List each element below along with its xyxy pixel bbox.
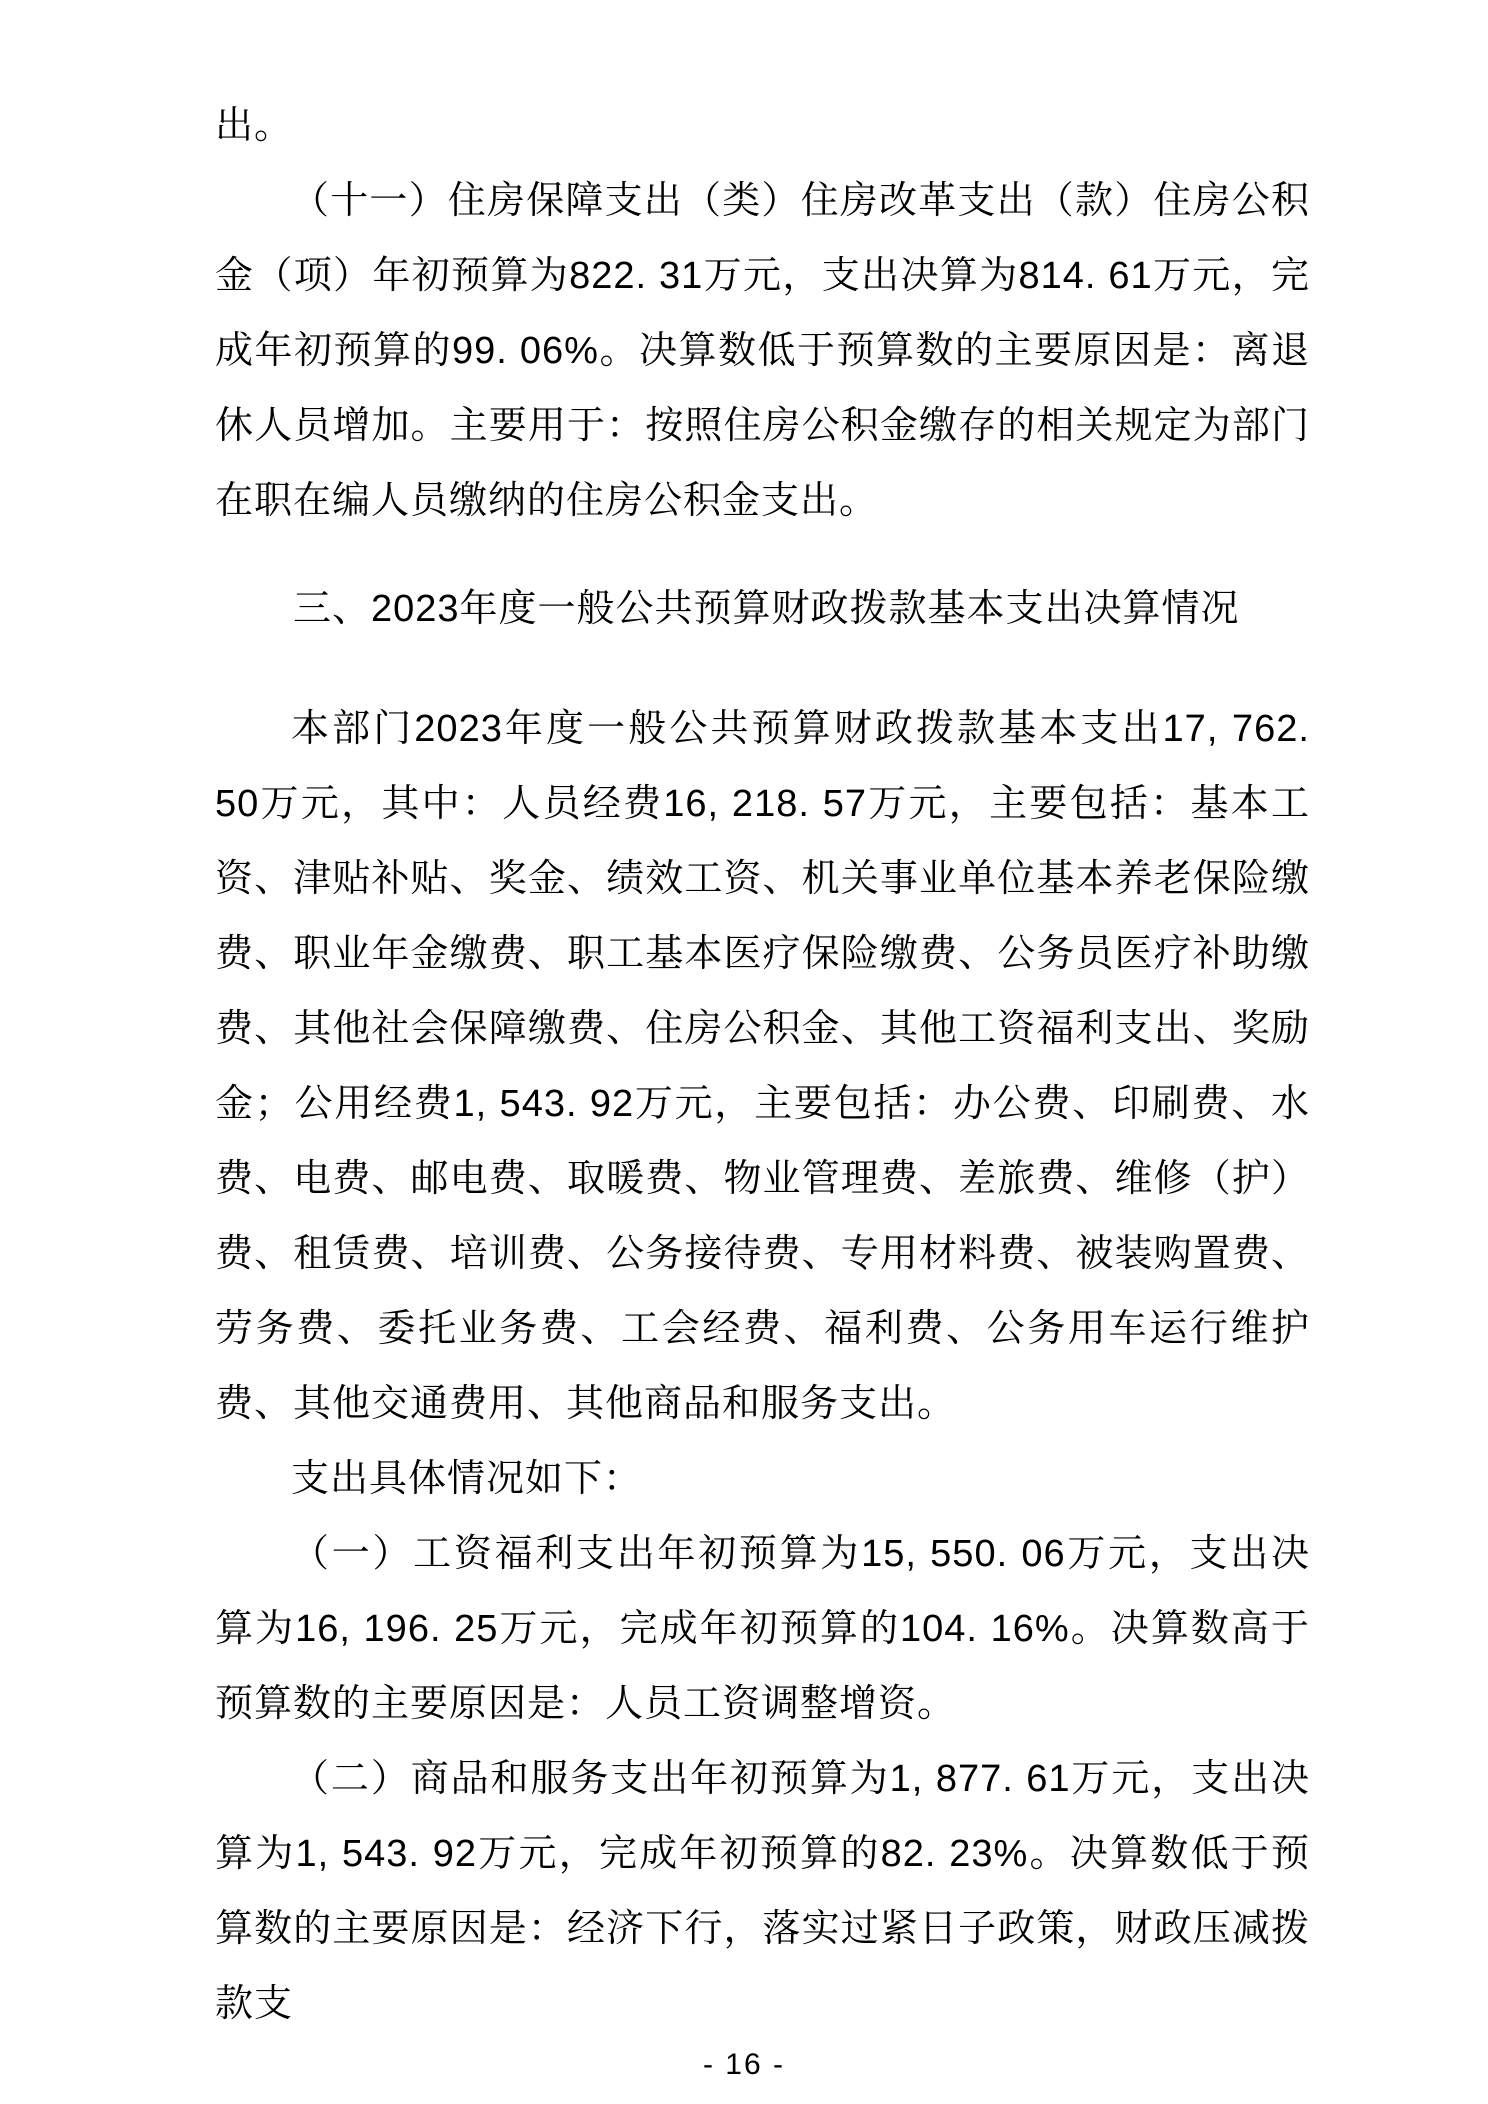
paragraph-item-1-wages-welfare: （一）工资福利支出年初预算为15, 550. 06万元，支出决算为16, 196. 25万元，完成年初预算的104. 16%。决算数高于预算数的主要原因是：人员工资调整增资。 [215,1533,1310,1725]
section-heading: 三、2023年度一般公共预算财政拨款基本支出决算情况 [293,588,1240,630]
page-number: - 16 - [702,2048,786,2081]
page-content [215,89,1310,2042]
paragraph-continuation: 出。 [215,105,294,147]
paragraph-item-11-housing: （十一）住房保障支出（类）住房改革支出（款）住房公积金（项）年初预算为822. 31万元，支出决算为814. 61万元，完成年初预算的99. 06%。决算数低于预算数的主要原因是：离退休人员增加。主要用于：按照住房公积金缴存的相关规定为部门在职在编人员缴纳的住房公积金支出。 [215,180,1310,522]
paragraph-basic-expenditure-overview: 本部门2023年度一般公共预算财政拨款基本支出17, 762. 50万元，其中：人员经费16, 218. 57万元，主要包括：基本工资、津贴补贴、奖金、绩效工资、机关事业单位基本养老保险缴费、职业年金缴费、职工基本医疗保险缴费、公务员医疗补助缴费、其他社会保障缴费、住房公积金、其他工资福利支出、奖励金；公用经费1, 543. 92万元，主要包括：办公费、印刷费、水费、电费、邮电费、取暖费、物业管理费、差旅费、维修（护）费、租赁费、培训费、公务接待费、专用材料费、被装购置费、劳务费、委托业务费、工会经费、福利费、公务用车运行维护费、其他交通费用、其他商品和服务支出。 [215,708,1310,1425]
paragraph-details-intro: 支出具体情况如下： [291,1458,643,1500]
paragraph-item-2-goods-services: （二）商品和服务支出年初预算为1, 877. 61万元，支出决算为1, 543. 92万元，完成年初预算的82. 23%。决算数低于预算数的主要原因是：经济下行，落实过紧日子政策，财政压减拨款支 [215,1758,1310,2025]
